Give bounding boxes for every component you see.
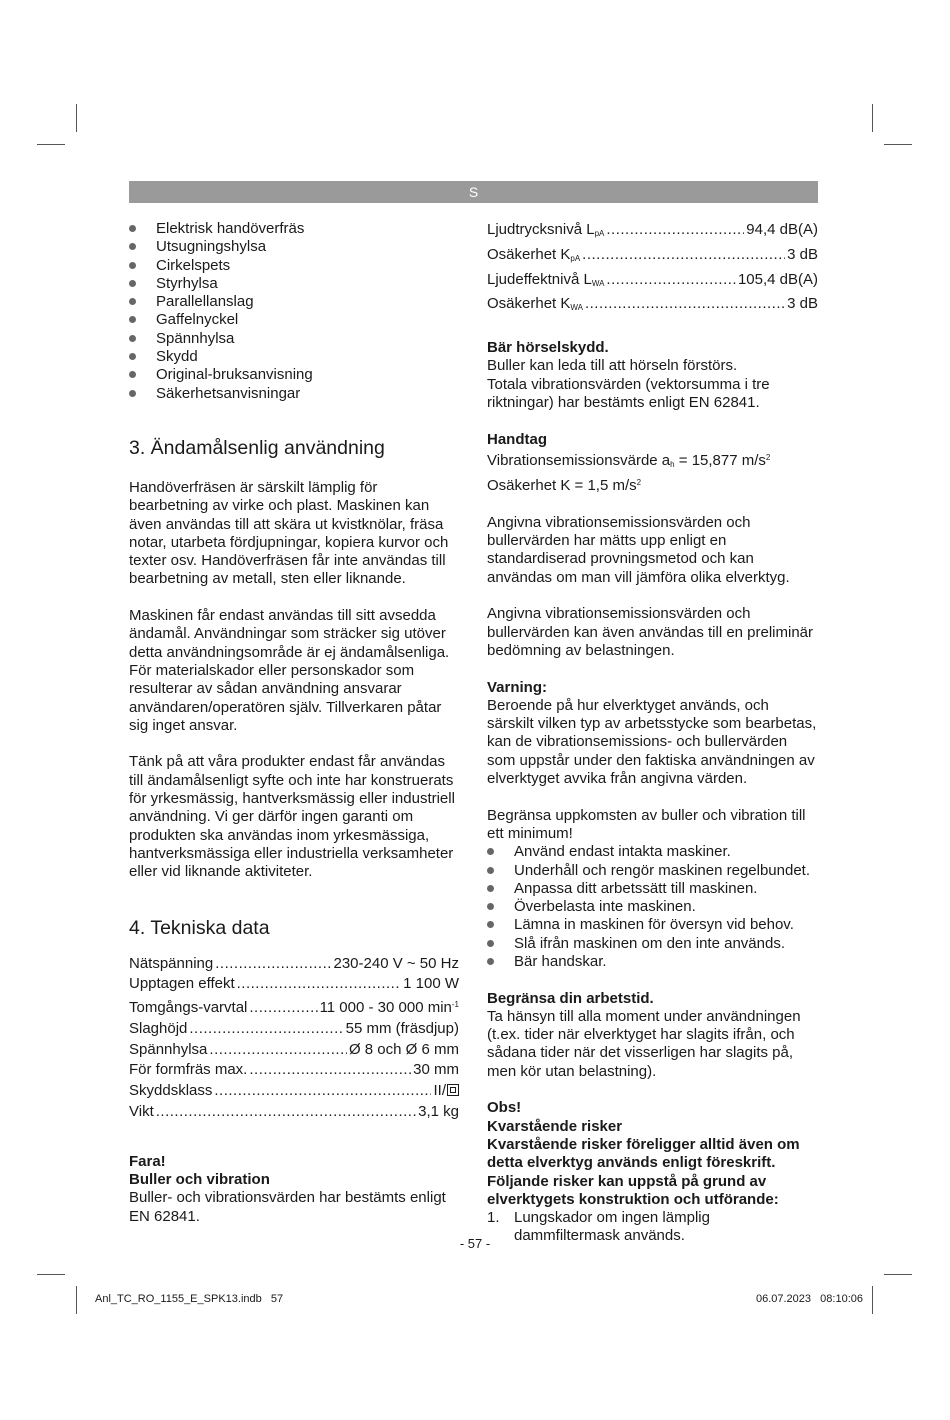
spec-label: Ljudtrycksnivå $L_{pA}$ — [487, 221, 605, 238]
spec-row — [487, 270, 818, 295]
crop-mark — [76, 1286, 77, 1314]
scope-of-delivery-list — [129, 220, 459, 403]
spec-row — [129, 1081, 459, 1102]
spec-row — [129, 1040, 459, 1061]
list-item: Parallellanslag — [129, 293, 459, 311]
spec-row — [129, 974, 459, 995]
paragraph: Maskinen får endast användas till sitt avsedda ändamål. Användningar som sträcker sig utöver detta användningsområde är ej ändamålsenliga. För materialskador eller personskador som resulterar av sådan användning ansvarar användaren/operatören själv. Tillverkaren påtar sig inget ansvar. — [129, 607, 450, 734]
spec-value: 105,4 dB(A) — [737, 270, 818, 288]
print-timestamp: 06.07.2023 08:10:06 — [755, 1293, 863, 1305]
crop-mark — [884, 144, 912, 145]
list-item: Skydd — [129, 348, 459, 366]
list-item: Lämna in maskinen för översyn vid behov. — [487, 916, 818, 934]
paragraph: Handöverfräsen är särskilt lämplig för bearbetning av virke och plast. Maskinen kan även användas till att skära ut kvistknölar, fräsa notar, utarbeta fördjupningar, kopiera kurvor och texter osv. Handöverfräsen får inte användas till bearbetning av metall, sten eller liknande. — [129, 478, 449, 588]
spec-value: 3 dB — [787, 295, 818, 313]
noise-heading: Buller och vibration — [129, 1171, 270, 1189]
noise-data-table — [487, 220, 818, 319]
spec-label: Tomgångs-varvtal — [129, 999, 248, 1017]
spec-row — [487, 220, 818, 245]
spec-value: 30 mm — [413, 1061, 459, 1079]
spec-value: II/ — [433, 1081, 459, 1102]
spec-value: 11 000 - 30 000 $\min^{-1}$ — [319, 999, 459, 1017]
spec-value: 3,1 kg — [418, 1103, 459, 1121]
crop-mark — [884, 1274, 912, 1275]
crop-mark — [872, 104, 873, 132]
spec-row — [487, 294, 818, 319]
spec-value: 230-240 V ~ 50 Hz — [333, 954, 459, 972]
spec-row — [129, 1019, 459, 1040]
spec-label: Nätspänning — [129, 954, 214, 972]
left-column — [129, 220, 459, 1226]
spec-row — [129, 1102, 459, 1123]
spec-label: Slaghöjd — [129, 1019, 188, 1037]
list-item: Anpassa ditt arbetssätt till maskinen. — [487, 880, 818, 898]
list-item: Cirkelspets — [129, 257, 459, 275]
obs-heading: Obs! — [487, 1099, 522, 1117]
list-item: Utsugningshylsa — [129, 238, 459, 256]
list-item: Spännhylsa — [129, 330, 459, 348]
list-item: Styrhylsa — [129, 275, 459, 293]
language-header-bar: S — [129, 181, 818, 203]
crop-mark — [37, 144, 65, 145]
list-item: Gaffelnyckel — [129, 311, 459, 329]
paragraph: Begränsa uppkomsten av buller och vibration till ett minimum! — [487, 806, 806, 842]
vibration-value: Vibrationsemissionsvärde $a_h = 15,877$ $m/s^2$ — [487, 451, 771, 469]
worktime-heading: Begränsa din arbetstid. — [487, 989, 654, 1007]
spec-label: Skyddsklass — [129, 1082, 213, 1100]
crop-mark — [872, 1286, 873, 1314]
technical-data-table — [129, 954, 459, 1123]
spec-value: 3 dB — [787, 245, 818, 263]
list-item: Bär handskar. — [487, 953, 818, 971]
spec-label: Osäkerhet $K_{pA}$ — [487, 245, 581, 263]
right-column — [487, 220, 818, 1246]
protection-class-icon — [447, 1084, 459, 1096]
vibration-uncertainty: Osäkerhet K = 1,5 $m/s^2$ — [487, 477, 642, 495]
spec-value: 1 100 W — [403, 975, 459, 993]
spec-value: 94,4 dB(A) — [746, 221, 818, 238]
paragraph: Tänk på att våra produkter endast får användas till ändamålsenligt syfte och inte har konstruerats för yrkesmässig, hantverksmässig eller industriell användning. Vi ger därför ingen garanti om produkten ska användas inom yrkesmässiga, hantverksmässiga eller industriella verksamheter eller vid liknande aktiviteter. — [129, 753, 455, 881]
residual-risks-heading: Kvarstående risker — [487, 1117, 623, 1135]
list-item: 1. Lungskador om ingen lämplig dammfiltermask används. — [487, 1209, 710, 1245]
paragraph: Ta hänsyn till alla moment under användningen (t.ex. tider när elverktyget har slagits ifrån, och sådana tider när det visserligen har slagits på, men kör utan belastning). — [487, 1007, 801, 1080]
list-item: Säkerhetsanvisningar — [129, 385, 459, 403]
list-item: Elektrisk handöverfräs — [129, 220, 459, 238]
warning-heading: Varning: — [487, 678, 548, 696]
spec-row — [487, 245, 818, 270]
spec-row — [129, 1060, 459, 1081]
list-item: Slå ifrån maskinen om den inte används. — [487, 935, 818, 953]
paragraph: Beroende på hur elverktyget används, och särskilt vilken typ av arbetsstycke som bearbetas, kan de vibrationsemissions- och bullervärden som uppstår under den faktiska användningen av elverktyget avvika från angivna värden. — [487, 696, 817, 788]
paragraph: Buller- och vibrationsvärden har bestämts enligt EN 62841. — [129, 1189, 446, 1225]
spec-row — [129, 954, 459, 975]
paragraph: Angivna vibrationsemissionsvärden och bullervärden kan även användas till en preliminär bedömning av belastningen. — [487, 605, 814, 659]
paragraph: Buller kan leda till att hörseln förstörs. — [487, 357, 738, 375]
list-item: Överbelasta inte maskinen. — [487, 898, 818, 916]
page-number: - 57 - — [459, 1236, 491, 1251]
handle-heading: Handtag — [487, 430, 547, 448]
spec-label: Vikt — [129, 1103, 154, 1121]
residual-risks-intro: Kvarstående risker föreligger alltid även om detta elverktyg används enligt föreskrift. Följande risker kan uppstå på grund av elverktygets konstruktion och utförande: — [487, 1135, 800, 1208]
danger-heading: Fara! — [129, 1152, 166, 1170]
crop-mark — [37, 1274, 65, 1275]
file-info: Anl_TC_RO_1155_E_SPK13.indb 57 — [95, 1293, 284, 1305]
crop-mark — [76, 104, 77, 132]
noise-reduction-list — [487, 843, 818, 971]
section-4-heading: 4. Tekniska data — [129, 916, 270, 939]
spec-label: Osäkerhet $K_{WA}$ — [487, 295, 583, 313]
spec-row — [129, 995, 459, 1019]
section-3-heading: 3. Ändamålsenlig användning — [129, 436, 385, 459]
spec-label: Upptagen effekt — [129, 975, 235, 993]
spec-value: Ø 8 och Ø 6 mm — [348, 1040, 459, 1058]
spec-label: För formfräs max. — [129, 1061, 248, 1079]
paragraph: Totala vibrationsvärden (vektorsumma i tre riktningar) har bestämts enligt EN 62841. — [487, 375, 770, 412]
list-item: Original-bruksanvisning — [129, 366, 459, 384]
list-item: Underhåll och rengör maskinen regelbundet. — [487, 862, 818, 880]
paragraph: Angivna vibrationsemissionsvärden och bullervärden har mätts upp enligt en standardiserad provningsmetod och kan användas om man vill jämföra olika elverktyg. — [487, 513, 790, 586]
spec-value: 55 mm (fräsdjup) — [345, 1019, 459, 1037]
spec-label: Ljudeffektnivå $L_{WA}$ — [487, 270, 605, 288]
spec-label: Spännhylsa — [129, 1040, 208, 1058]
list-item: Använd endast intakta maskiner. — [487, 843, 818, 861]
hearing-protection-heading: Bär hörselskydd. — [487, 339, 609, 357]
